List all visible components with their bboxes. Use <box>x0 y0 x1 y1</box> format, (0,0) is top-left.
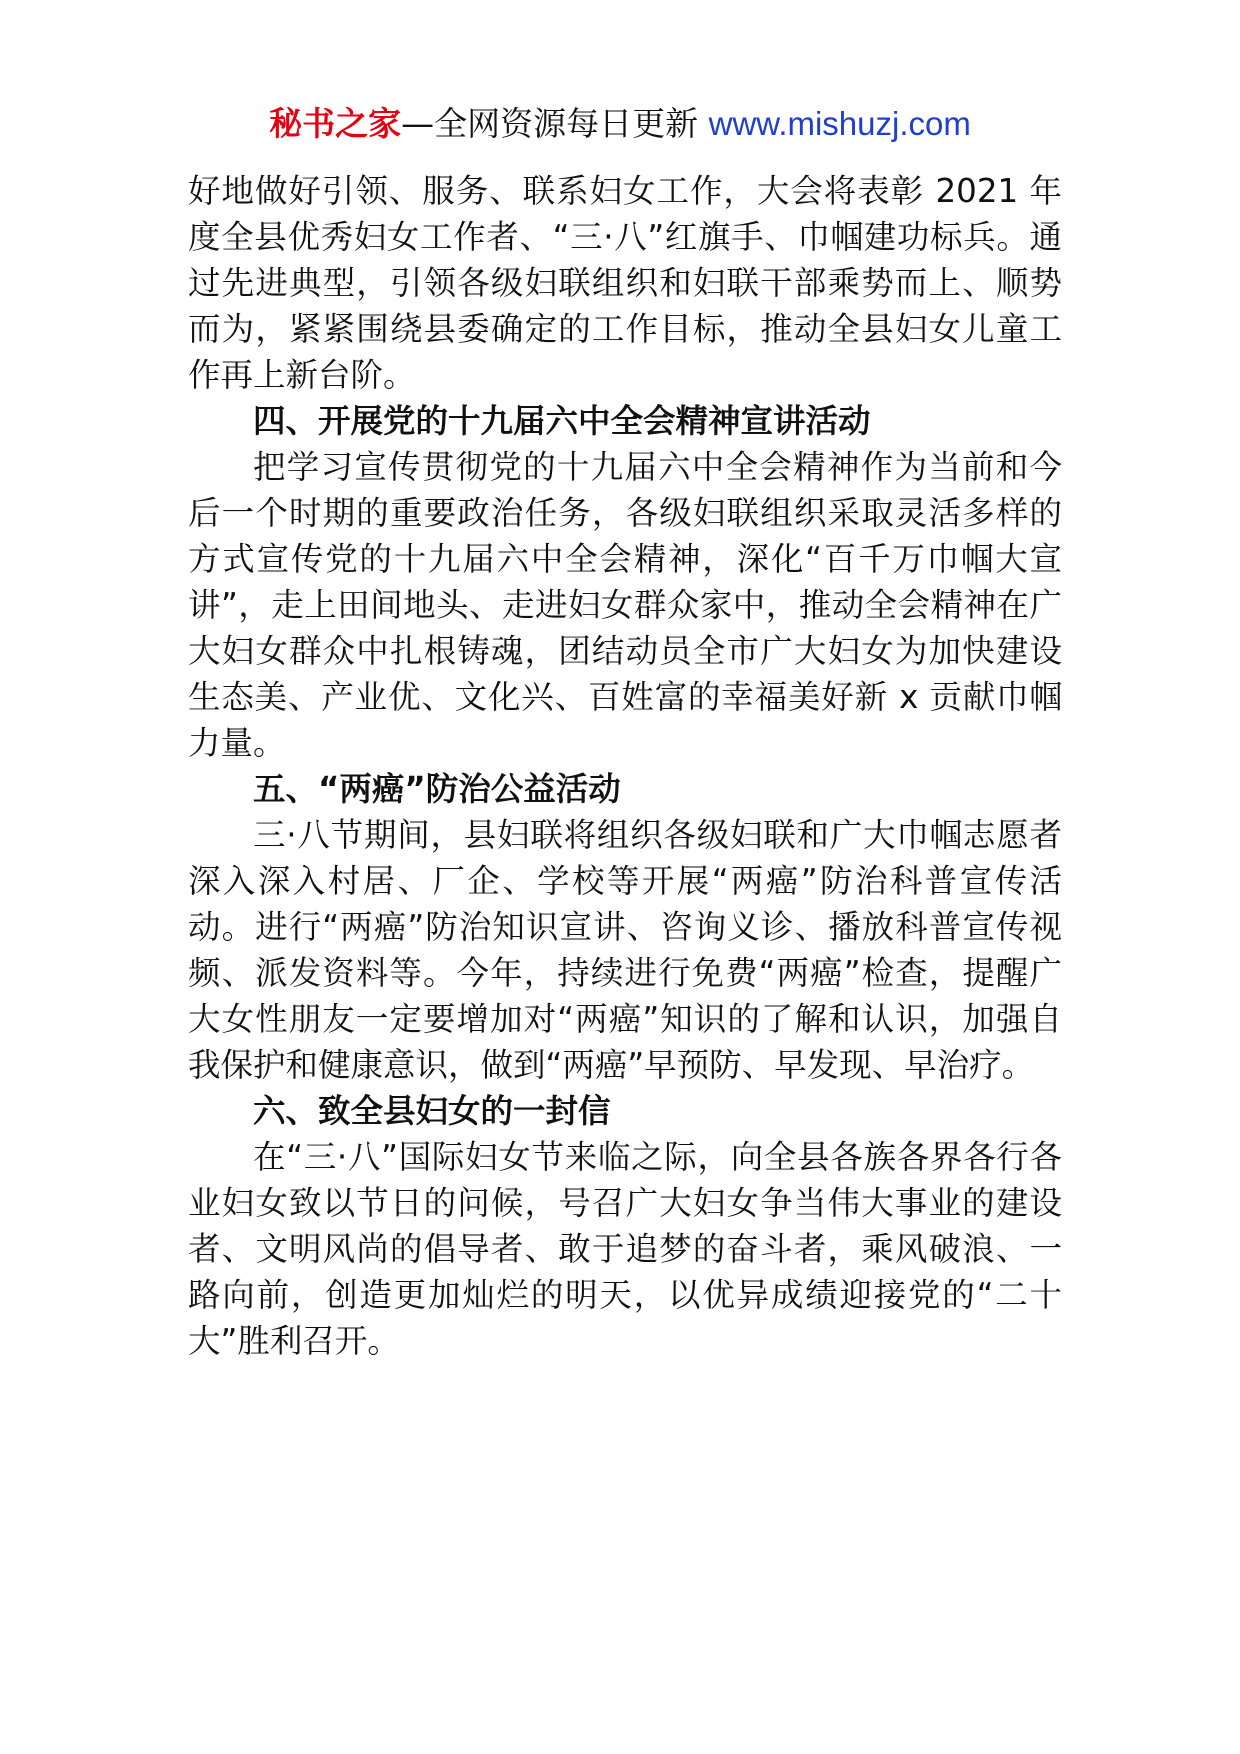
section-heading-4: 四、开展党的十九届六中全会精神宣讲活动 <box>253 402 871 440</box>
page-header <box>0 98 1240 150</box>
section-paragraph-5: 三·八节期间，县妇联将组织各级妇联和广大巾帼志愿者深入深入村居、厂企、学校等开展“两癌”防治科普宣传活动。进行“两癌”防治知识宣讲、咨询义诊、播放科普宣传视频、派发资料等。今年，持续进行免费“两癌”检查，提醒广大女性朋友一定要增加对“两癌”知识的了解和认识，加强自我保护和健康意识，做到“两癌”早预防、早发现、早治疗。 <box>188 816 1062 1084</box>
document-body <box>188 168 1062 1364</box>
section-heading-6: 六、致全县妇女的一封信 <box>253 1092 611 1130</box>
brand-name: 秘书之家 <box>269 104 402 143</box>
section-heading-5: 五、“两癌”防治公益活动 <box>253 770 621 808</box>
paragraph-continuation: 好地做好引领、服务、联系妇女工作，大会将表彰 2021 年度全县优秀妇女工作者、“三·八”红旗手、巾帼建功标兵。通过先进典型，引领各级妇联组织和妇联干部乘势而上、顺势而为，紧紧围绕县委确定的工作目标，推动全县妇女儿童工作再上新台阶。 <box>188 172 1062 394</box>
section-paragraph-6: 在“三·八”国际妇女节来临之际，向全县各族各界各行各业妇女致以节日的问候，号召广大妇女争当伟大事业的建设者、文明风尚的倡导者、敢于追梦的奋斗者，乘风破浪、一路向前，创造更加灿烂的明天，以优异成绩迎接党的“二十大”胜利召开。 <box>188 1138 1062 1360</box>
website-url[interactable]: www.mishuzj.com <box>708 105 971 142</box>
header-tagline: —全网资源每日更新 <box>401 104 699 143</box>
section-paragraph-4: 把学习宣传贯彻党的十九届六中全会精神作为当前和今后一个时期的重要政治任务，各级妇联组织采取灵活多样的方式宣传党的十九届六中全会精神，深化“百千万巾帼大宣讲”，走上田间地头、走进妇女群众家中，推动全会精神在广大妇女群众中扎根铸魂，团结动员全市广大妇女为加快建设生态美、产业优、文化兴、百姓富的幸福美好新 x 贡献巾帼力量。 <box>188 448 1062 762</box>
